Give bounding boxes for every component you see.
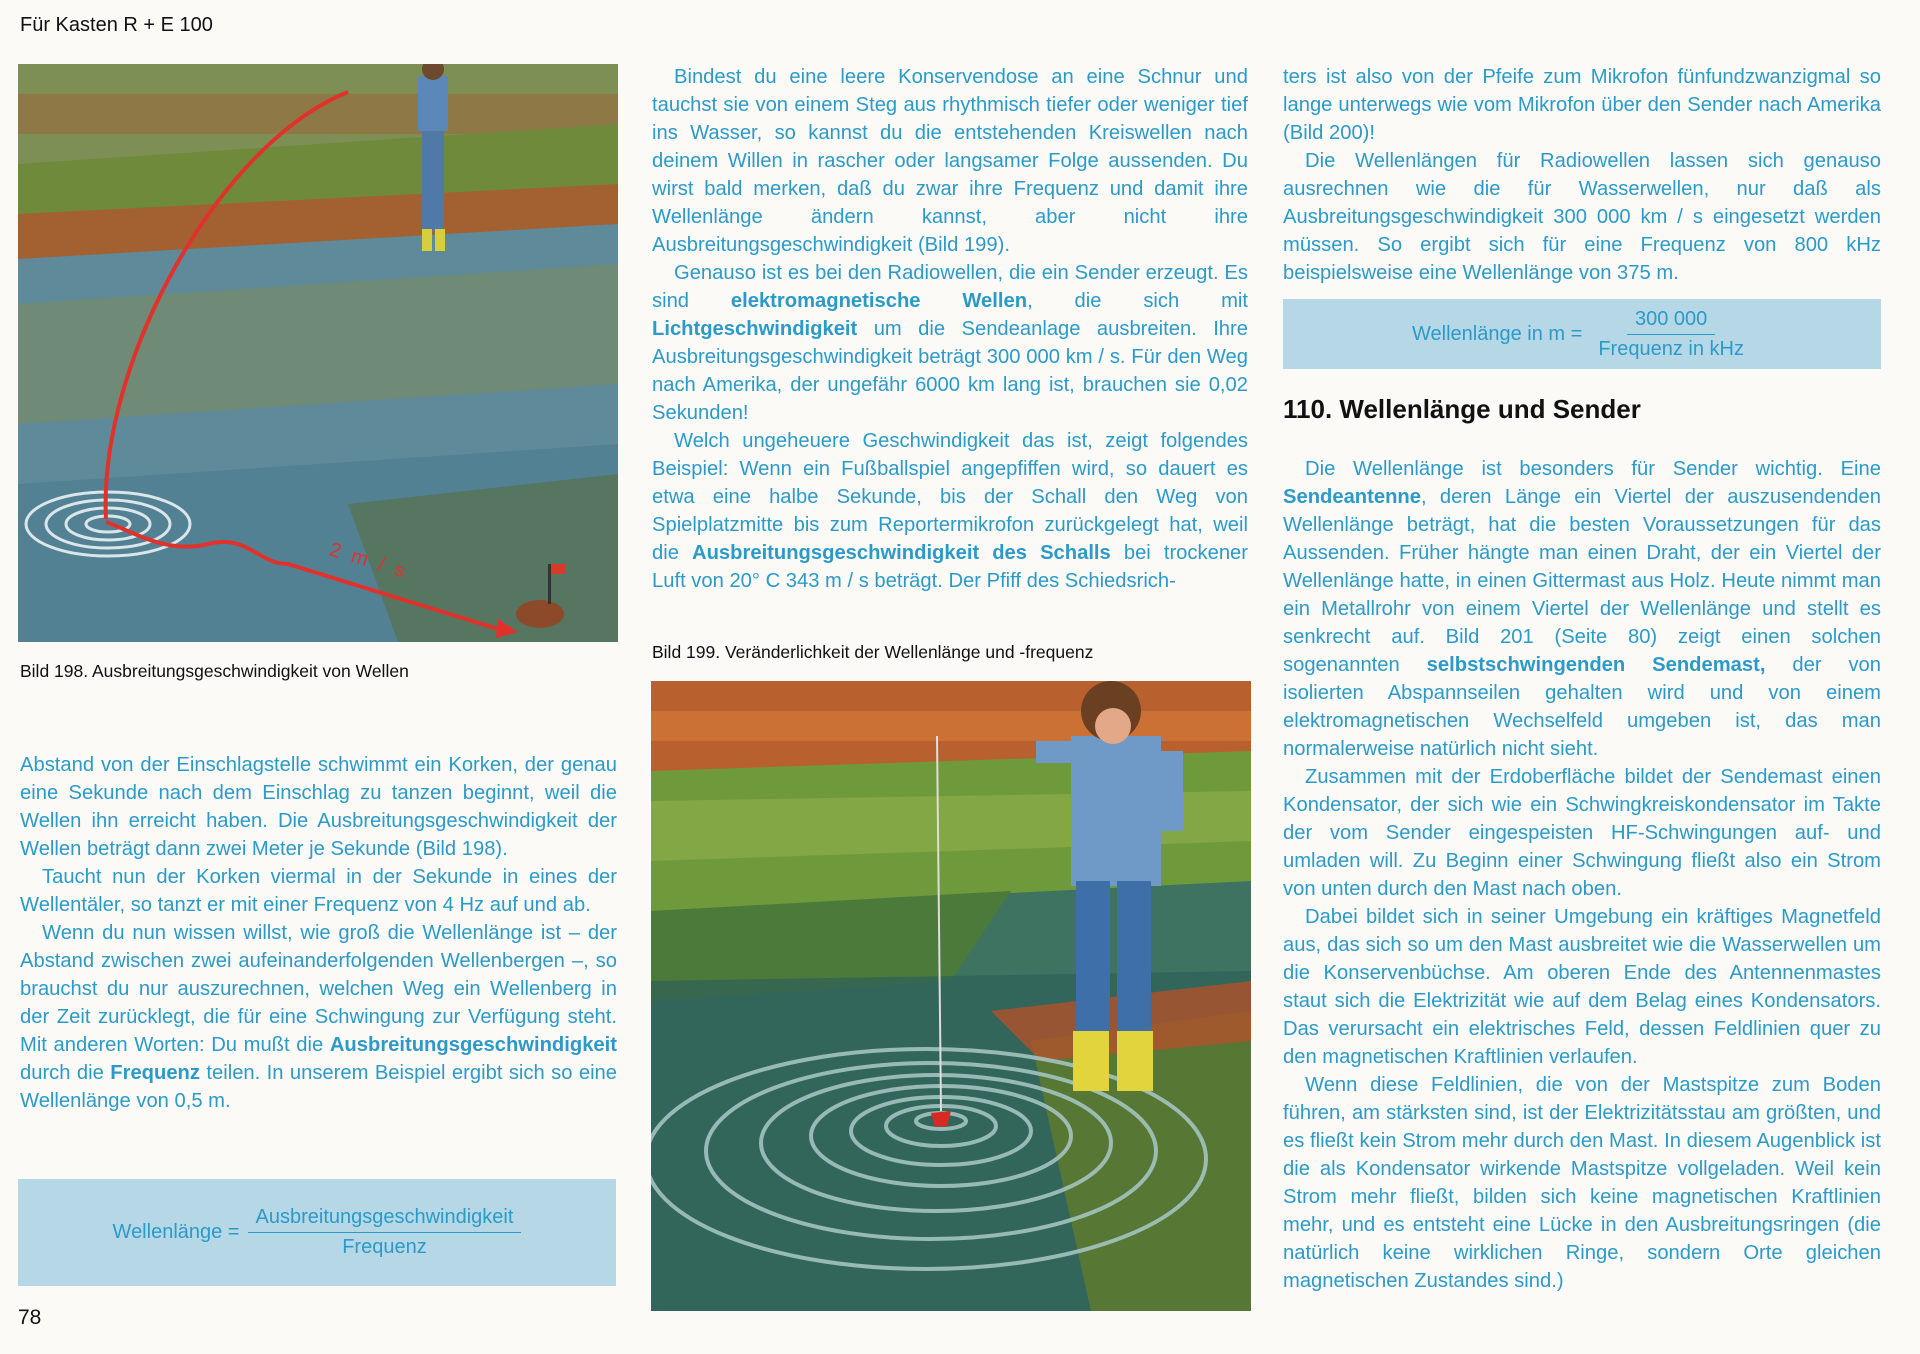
- paragraph: Wenn diese Feldlinien, die von der Mastspitze zum Boden führen, am stärksten sind, ist der Elektrizitätsstau am größten, und es fließt kein Strom mehr durch den Mast. In diesem Augenblick ist die als Kondensator wirkende Mastspitze vollgeladen. Weil kein Strom mehr fließt, bilden sich keine magnetischen Kraftlinien mehr, und es entsteht eine Lücke in den Ausbreitungsringen (die natürlich keine wirklichen Ringe, sondern Orte gleichen magnetischen Zustandes sind.): [1283, 1074, 1881, 1292]
- paragraph: Taucht nun der Korken viermal in der Sekunde in eines der Wellentäler, so tanzt er mit einer Frequenz von 4 Hz auf und ab.: [20, 866, 617, 916]
- text-run: , deren Länge ein Viertel der auszusendenden Wellenlänge beträgt, hat die besten Voraussetzungen für das Aussenden. Früher hängte man einen Draht, der ein Viertel der Wellenlänge hatte, in einen Gittermast aus Holz. Heute nimmt man ein Metallrohr von einem Viertel der Wellenlänge und stellt es senkrecht auf. Bild 201 (Seite 80) zeigt einen solchen sogenannten: [1283, 486, 1881, 676]
- figure-198-speed-label: 2 m / s: [326, 538, 411, 584]
- formula-lhs: Wellenlänge =: [112, 1221, 240, 1243]
- paragraph: [20, 919, 617, 1115]
- paragraph: [652, 259, 1248, 427]
- right-column-text-bottom: [1283, 455, 1881, 1295]
- bold-term: elektromagnetische Wellen: [730, 290, 1028, 312]
- bold-term: Frequenz: [110, 1062, 200, 1084]
- bold-term: selbstschwingenden Sendemast,: [1426, 654, 1766, 676]
- section-heading: 110. Wellenlänge und Sender: [1283, 394, 1641, 424]
- page-number: 78: [18, 1306, 42, 1329]
- formula-fraction: [248, 1206, 522, 1259]
- bold-term: Sendeantenne: [1283, 486, 1421, 508]
- text-run: bei trockener Luft von 20° C 343 m / s beträgt. Der Pfiff des Schiedsrich-: [652, 542, 1248, 592]
- paragraph: Dabei bildet sich in seiner Umgebung ein kräftiges Magnetfeld aus, das sich so um den Mast ausbreitet wie die Wasserwellen um die Konservenbüchse. Am oberen Ende des Antennenmastes staut sich die Elektrizität wie auf dem Belag eines Kondensators. Das verursacht ein elektrisches Feld, dessen Feldlinien quer zu den magnetischen Kraftlinien verlaufen.: [1283, 906, 1881, 1068]
- formula-numerator: Ausbreitungsgeschwindigkeit: [248, 1206, 522, 1233]
- right-column-text-top: [1283, 63, 1881, 287]
- paragraph: ters ist also von der Pfeife zum Mikrofon fünfundzwanzigmal so lange unterwegs wie vom Mikrofon über den Sender nach Amerika (Bild 200)!: [1283, 66, 1881, 144]
- text-run: durch die: [20, 1062, 111, 1084]
- formula-denominator: Frequenz: [342, 1236, 427, 1258]
- left-column-text: [20, 751, 617, 1115]
- formula-numerator: 300 000: [1627, 308, 1715, 335]
- paragraph: [1283, 455, 1881, 763]
- text-run: um die Sendeanlage ausbreiten. Ihre Ausbreitungsgeschwindigkeit beträgt 300 000 km / s. Für den Weg nach Amerika, der ungefähr 6000 km lang ist, brauchen sie 0,02 Sekunden!: [652, 318, 1248, 424]
- page-header: Für Kasten R + E 100: [20, 14, 213, 36]
- paragraph: [652, 427, 1248, 595]
- formula-denominator: Frequenz in kHz: [1598, 337, 1744, 360]
- bold-term: Lichtgeschwindigkeit: [652, 318, 858, 340]
- bold-term: Ausbreitungsgeschwindigkeit des Schalls: [692, 542, 1111, 564]
- text-run: Welch ungeheuere Geschwindigkeit das ist, zeigt folgendes Beispiel: Wenn ein Fußballspiel angepfiffen wird, so dauert es etwa eine halbe Sekunde, bis der Schall den Weg von Spielplatzmitte bis zum Reportermikrofon zurückgelegt hat, weil die: [652, 430, 1248, 564]
- wavelength-formula-box: [18, 1179, 616, 1286]
- text-run: Wenn du nun wissen willst, wie groß die Wellenlänge ist – der Abstand zwischen zwei aufeinanderfolgenden Wellenbergen –, so brauchst du nur auszurechnen, welchen Weg ein Wellenberg in der Zeit zurücklegt, die für eine Schwingung zur Verfügung steht. Mit anderen Worten: Du mußt die: [20, 922, 617, 1056]
- figure-199-caption: Bild 199. Veränderlichkeit der Wellenlänge und -frequenz: [652, 642, 1094, 662]
- text-run: Die Wellenlänge ist besonders für Sender wichtig. Eine: [1305, 458, 1881, 480]
- formula-fraction: [1590, 308, 1752, 361]
- text-run: Genauso ist es bei den Radiowellen, die ein Sender erzeugt. Es sind: [652, 262, 1248, 312]
- paragraph: Abstand von der Einschlagstelle schwimmt ein Korken, der genau eine Sekunde nach dem Einschlag zu tanzen beginnt, weil die Wellen ihn erreicht haben. Die Ausbreitungsgeschwindigkeit der Wellen beträgt dann zwei Meter je Sekunde (Bild 198).: [20, 754, 617, 860]
- middle-column-text: [652, 63, 1248, 595]
- paragraph: Bindest du eine leere Konservendose an eine Schnur und tauchst sie von einem Steg aus rhythmisch tiefer oder weniger tief ins Wasser, so kannst du die entstehenden Kreiswellen nach deinem Willen in rascher oder langsamer Folge aussenden. Du wirst bald merken, daß du zwar ihre Frequenz und damit ihre Wellenlänge ändern kannst, aber nicht ihre Ausbreitungsgeschwindigkeit (Bild 199).: [652, 66, 1248, 256]
- formula-lhs: Wellenlänge in m =: [1412, 322, 1583, 345]
- text-run: , die sich mit: [1027, 290, 1248, 312]
- figure-198-illustration: [18, 64, 618, 642]
- figure-198-caption: Bild 198. Ausbreitungsgeschwindigkeit von Wellen: [20, 661, 409, 681]
- paragraph: Die Wellenlängen für Radiowellen lassen sich genauso ausrechnen wie die für Wasserwellen, nur daß als Ausbreitungsgeschwindigkeit 300 000 km / s eingesetzt werden müssen. So ergibt sich für eine Frequenz von 800 kHz beispielsweise eine Wellenlänge von 375 m.: [1283, 150, 1881, 284]
- figure-199-illustration: [651, 681, 1251, 1311]
- wavelength-radio-formula-box: [1283, 299, 1881, 369]
- bold-term: Ausbreitungsgeschwindigkeit: [329, 1034, 617, 1056]
- paragraph: Zusammen mit der Erdoberfläche bildet der Sendemast einen Kondensator, der sich wie ein Schwingkreiskondensator im Takte der vom Sender eingespeisten HF-Schwingungen auf- und umladen will. Zu Beginn einer Schwingung fließt also ein Strom von unten durch den Mast nach oben.: [1283, 766, 1881, 900]
- text-run: teilen. In unserem Beispiel ergibt sich so eine Wellenlänge von 0,5 m.: [20, 1062, 618, 1112]
- text-run: der von isolierten Abspannseilen gehalten wird und von einem elektromagnetischen Wechselfeld umgeben ist, das man normalerweise natürlich nicht sieht.: [1283, 654, 1881, 760]
